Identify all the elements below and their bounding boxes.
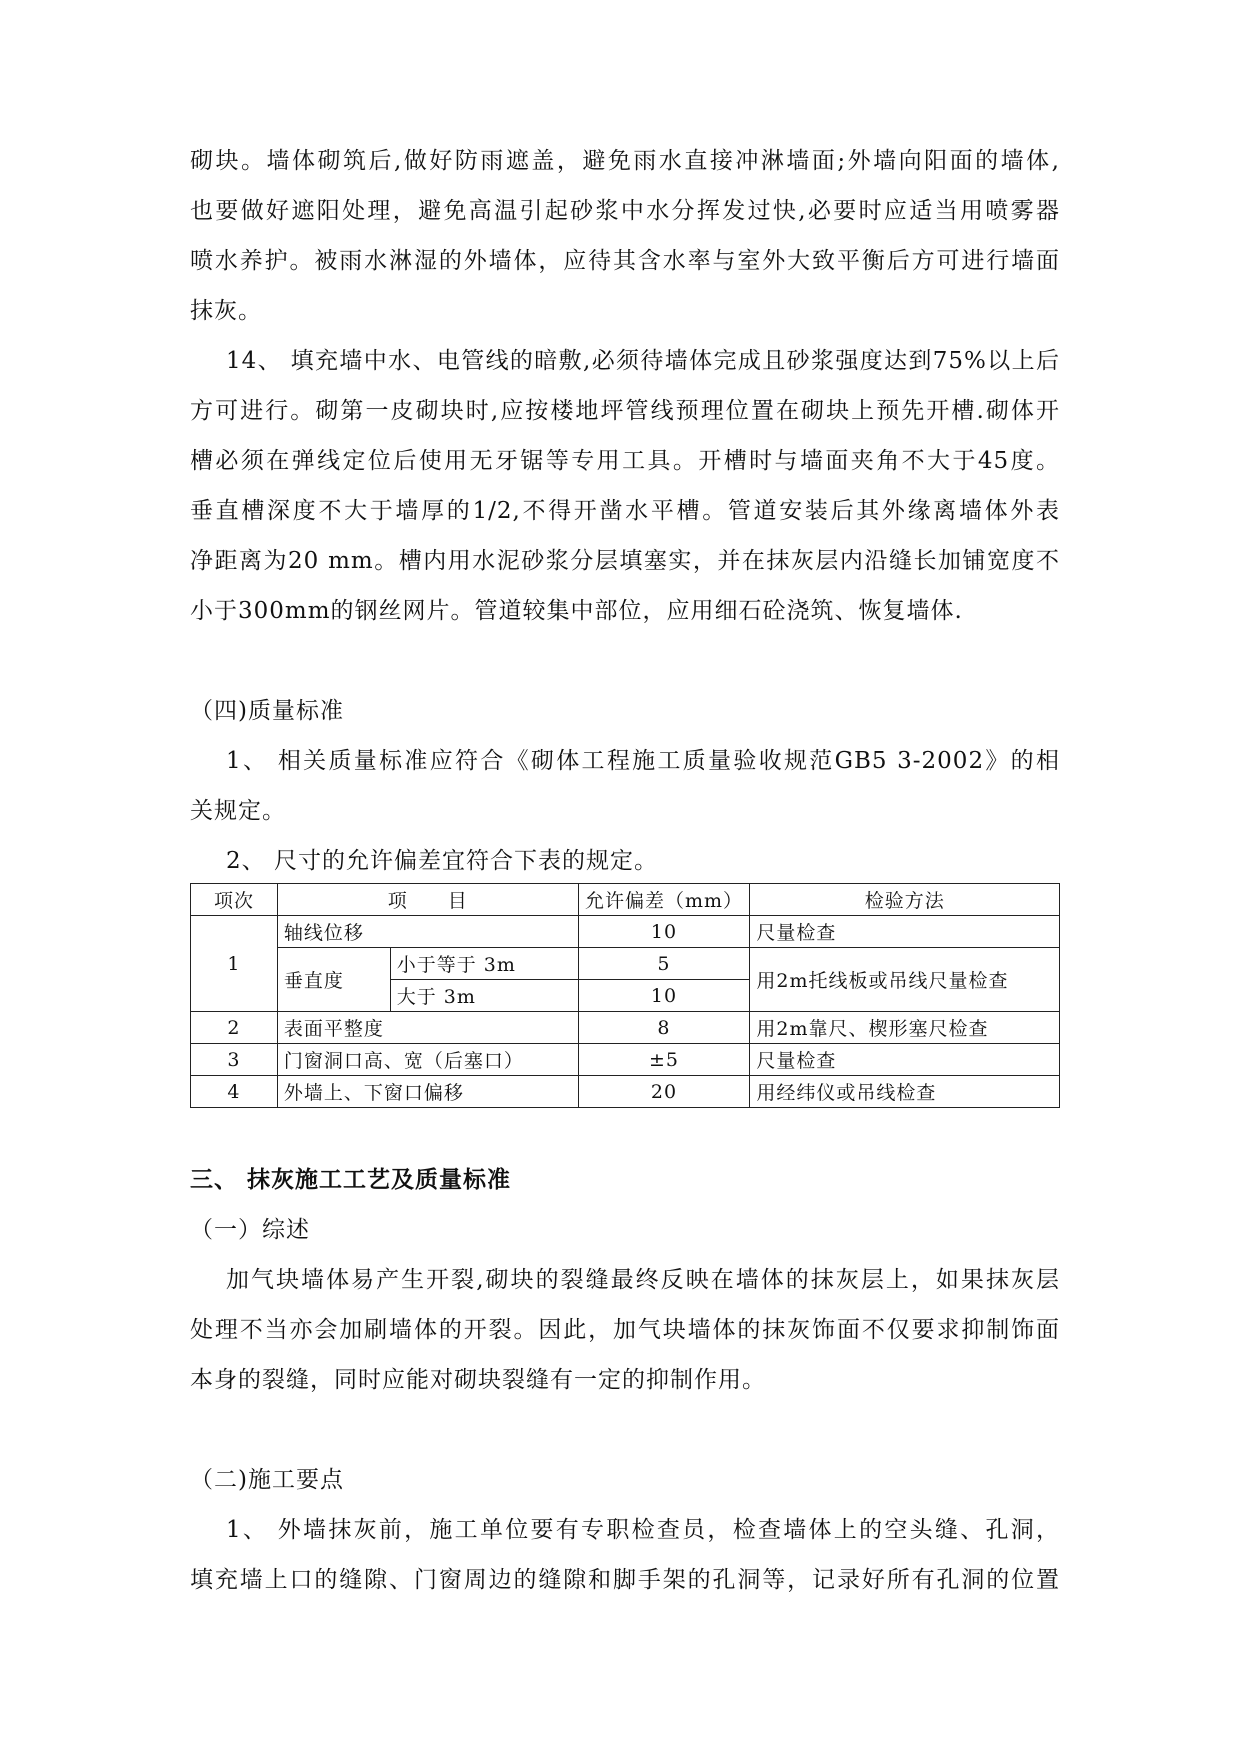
paragraph-line: 1、 外墙抹灰前，施工单位要有专职检查员，检查墙体上的空头缝、孔洞， — [226, 1517, 1060, 1543]
paragraph-line: 加气块墙体易产生开裂,砌块的裂缝最终反映在墙体的抹灰层上，如果抹灰层 — [226, 1267, 1060, 1293]
table-cell-tolerance: 10 — [578, 980, 750, 1012]
table-row — [191, 948, 1060, 980]
table-row — [191, 1076, 1060, 1108]
table-cell-item: 垂直度 — [277, 948, 390, 1012]
section-subheading: （四)质量标准 — [190, 698, 344, 724]
paragraph-line: 槽必须在弹线定位后使用无牙锯等专用工具。开槽时与墙面夹角不大于45度。 — [190, 448, 1060, 474]
paragraph-line: 砌块。墙体砌筑后,做好防雨遮盖，避免雨水直接冲淋墙面;外墙向阳面的墙体, — [190, 148, 1060, 174]
table-cell-method: 用2m托线板或吊线尺量检查 — [750, 948, 1060, 1012]
paragraph-line: 14、 填充墙中水、电管线的暗敷,必须待墙体完成且砂浆强度达到75%以上后 — [226, 348, 1060, 374]
paragraph-line: 垂直槽深度不大于墙厚的1/2,不得开凿水平槽。管道安装后其外缘离墙体外表 — [190, 498, 1060, 524]
paragraph-line: 也要做好遮阳处理，避免高温引起砂浆中水分挥发过快,必要时应适当用喷雾器 — [190, 198, 1060, 224]
table-cell-no: 2 — [191, 1012, 278, 1044]
table-cell-method: 尺量检查 — [750, 916, 1060, 948]
table-row — [191, 1012, 1060, 1044]
table-cell-no: 3 — [191, 1044, 278, 1076]
table-header-cell: 允许偏差（mm） — [578, 884, 750, 916]
table-cell-tolerance: 10 — [578, 916, 750, 948]
table-cell-tolerance: 20 — [578, 1076, 750, 1108]
table-cell-method: 尺量检查 — [750, 1044, 1060, 1076]
table-cell-tolerance: 5 — [578, 948, 750, 980]
section-subheading: （二)施工要点 — [190, 1467, 344, 1493]
table-cell-no: 1 — [191, 916, 278, 1012]
table-header-cell: 检验方法 — [750, 884, 1060, 916]
table-header-cell: 项 目 — [277, 884, 578, 916]
table-cell-item: 表面平整度 — [277, 1012, 578, 1044]
table-cell-method: 用经纬仪或吊线检查 — [750, 1076, 1060, 1108]
table-cell-item: 外墙上、下窗口偏移 — [277, 1076, 578, 1108]
tolerance-table — [190, 883, 1060, 1108]
table-cell-item: 门窗洞口高、宽（后塞口） — [277, 1044, 578, 1076]
table-cell-tolerance: 8 — [578, 1012, 750, 1044]
table-cell-subitem: 小于等于 3m — [390, 948, 578, 980]
paragraph-line: 填充墙上口的缝隙、门窗周边的缝隙和脚手架的孔洞等，记录好所有孔洞的位置 — [190, 1567, 1060, 1593]
table-header-row — [191, 884, 1060, 916]
table-cell-method: 用2m靠尺、楔形塞尺检查 — [750, 1012, 1060, 1044]
table-cell-tolerance: ±5 — [578, 1044, 750, 1076]
paragraph-line: 处理不当亦会加刷墙体的开裂。因此，加气块墙体的抹灰饰面不仅要求抑制饰面 — [190, 1317, 1060, 1343]
section-subheading: （一）综述 — [190, 1217, 310, 1243]
paragraph-line: 本身的裂缝，同时应能对砌块裂缝有一定的抑制作用。 — [190, 1367, 766, 1393]
table-cell-subitem: 大于 3m — [390, 980, 578, 1012]
paragraph-line: 2、 尺寸的允许偏差宜符合下表的规定。 — [226, 848, 658, 874]
table-row — [191, 1044, 1060, 1076]
paragraph-line: 方可进行。砌第一皮砌块时,应按楼地坪管线预理位置在砌块上预先开槽.砌体开 — [190, 398, 1060, 424]
paragraph-line: 净距离为20 mm。槽内用水泥砂浆分层填塞实，并在抹灰层内沿缝长加铺宽度不 — [190, 548, 1060, 574]
paragraph-line: 喷水养护。被雨水淋湿的外墙体，应待其含水率与室外大致平衡后方可进行墙面 — [190, 248, 1060, 274]
paragraph-line: 小于300mm的钢丝网片。管道较集中部位，应用细石砼浇筑、恢复墙体. — [190, 598, 963, 624]
table-row — [191, 916, 1060, 948]
paragraph-line: 抹灰。 — [190, 298, 262, 324]
table-header-cell: 项次 — [191, 884, 278, 916]
paragraph-line: 1、 相关质量标准应符合《砌体工程施工质量验收规范GB5 3-2002》的相 — [226, 748, 1060, 774]
table-cell-item: 轴线位移 — [277, 916, 578, 948]
paragraph-line: 关规定。 — [190, 798, 286, 824]
table-cell-no: 4 — [191, 1076, 278, 1108]
section-heading: 三、 抹灰施工工艺及质量标准 — [190, 1167, 512, 1193]
